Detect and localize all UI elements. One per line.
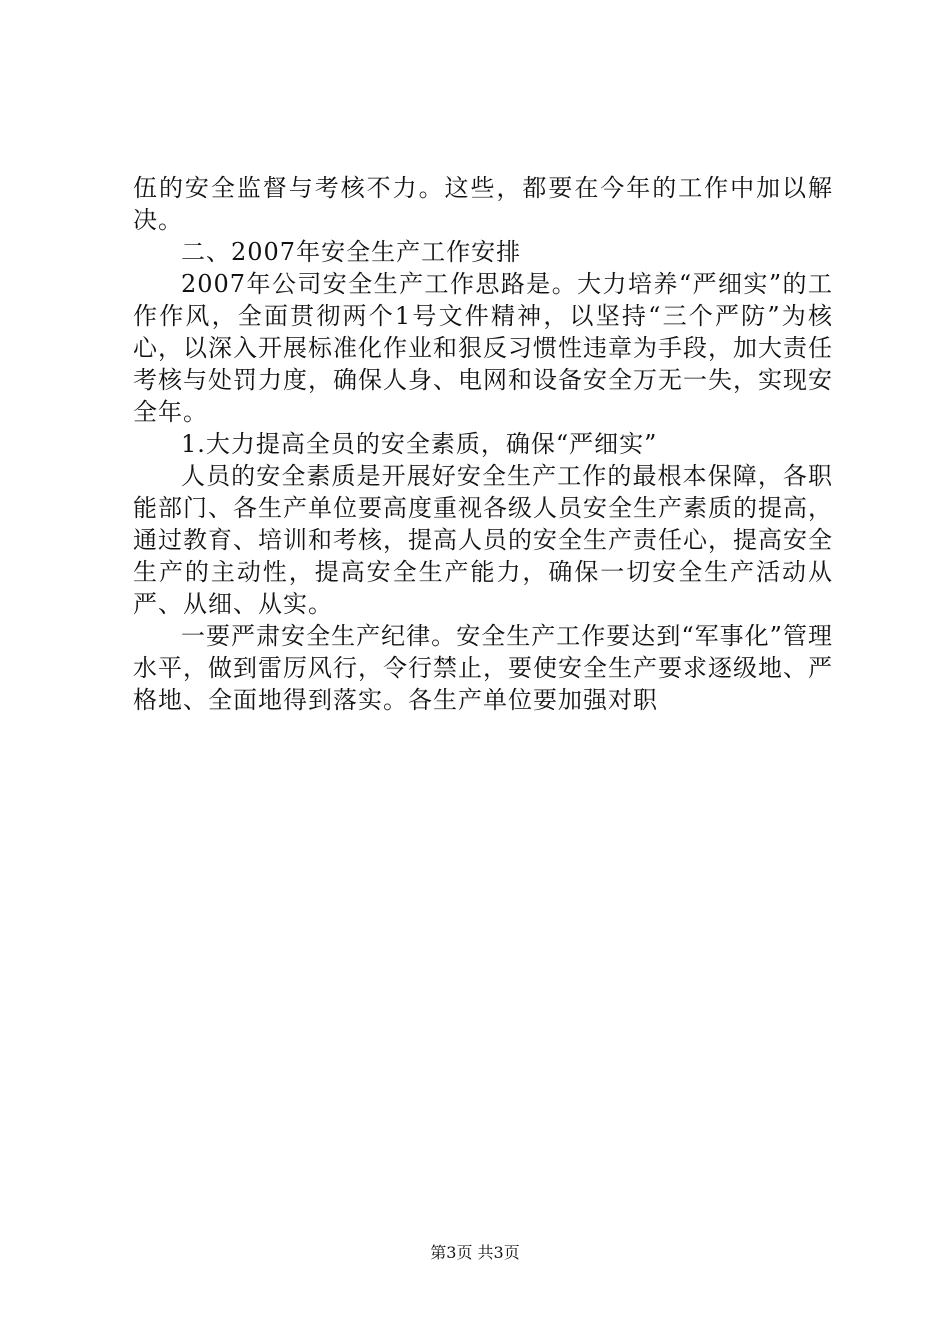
paragraph-continuation: 伍的安全监督与考核不力。这些，都要在今年的工作中加以解决。 bbox=[133, 174, 833, 234]
page-footer: 第3页 共3页 bbox=[430, 1243, 520, 1262]
paragraph-work-plan: 2007年公司安全生产工作思路是。大力培养“严细实”的工作作风，全面贯彻两个1号文件精神，以坚持“三个严防”为核心，以深入开展标准化作业和狠反习惯性违章为手段，加大责任考核与处罚力度，确保人身、电网和设备安全万无一失，实现安全年。 bbox=[133, 270, 833, 426]
paragraph-staff-quality: 人员的安全素质是开展好安全生产工作的最根本保障，各职能部门、各生产单位要高度重视各级人员安全生产素质的提高，通过教育、培训和考核，提高人员的安全生产责任心，提高安全生产的主动性，提高安全生产能力，确保一切安全生产活动从严、从细、从实。 bbox=[133, 462, 833, 618]
section-heading: 二、2007年安全生产工作安排 bbox=[181, 238, 522, 266]
paragraph-discipline: 一要严肃安全生产纪律。安全生产工作要达到“军事化”管理水平，做到雷厉风行，令行禁止，要使安全生产要求逐级地、严格地、全面地得到落实。各生产单位要加强对职 bbox=[133, 622, 833, 714]
subsection-heading: 1.大力提高全员的安全素质，确保“严细实” bbox=[181, 430, 658, 458]
document-body bbox=[133, 172, 833, 716]
